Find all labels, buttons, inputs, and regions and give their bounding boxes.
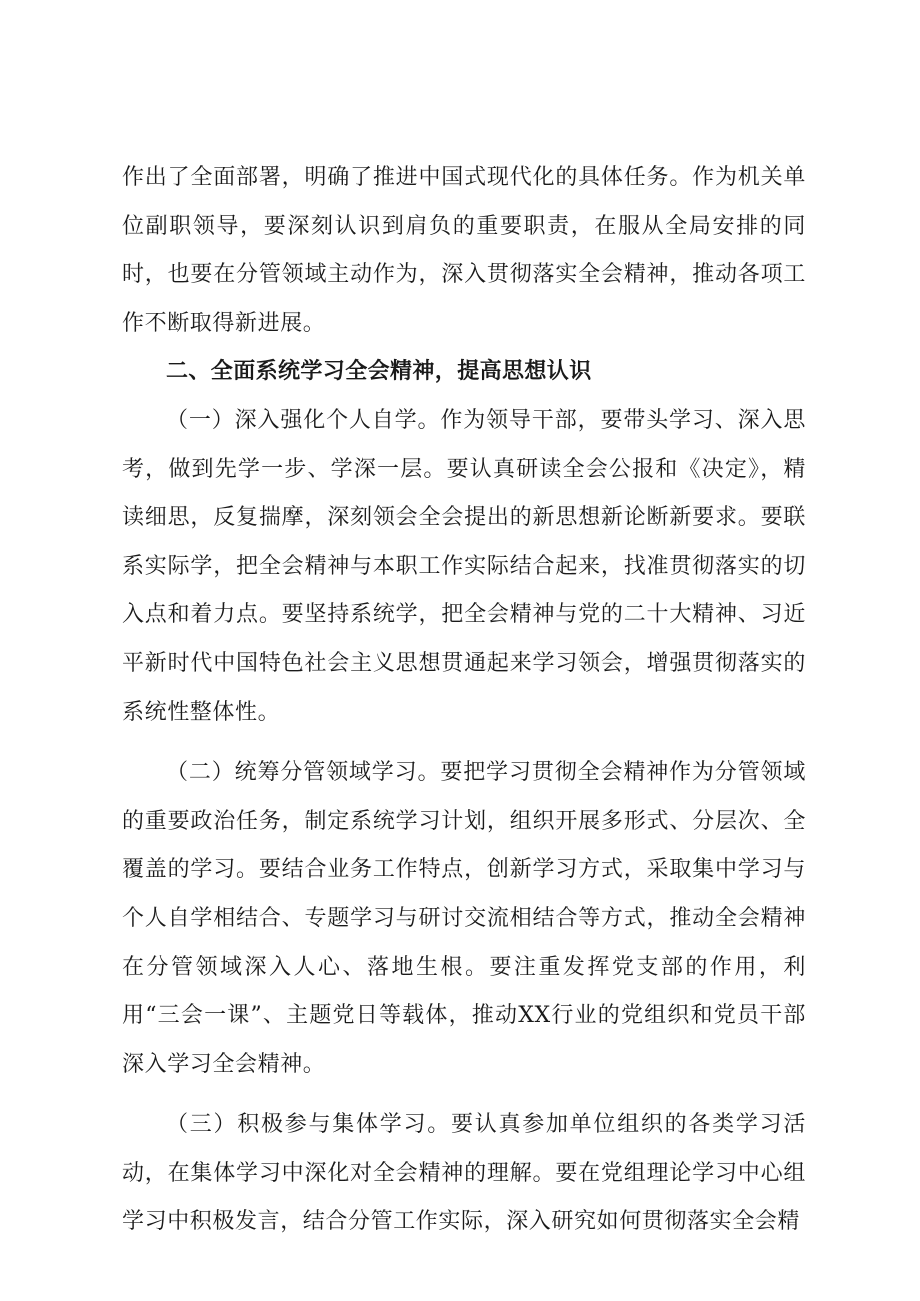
paragraph-personal-study: （一）深入强化个人自学。作为领导干部，要带头学习、深入思考，做到先学一步、学深一层。要认真研读全会公报和《决定》，精读细思，反复揣摩，深刻领会全会提出的新思想新论断新要求。要联系实际学，把全会精神与本职工作实际结合起来，找准贯彻落实的切入点和着力点。要坚持系统学，把全会精神与党的二十大精神、习近平新时代中国特色社会主义思想贯通起来学习领会，增强贯彻落实的系统性整体性。 [122, 407, 806, 725]
section-heading: 二、全面系统学习全会精神，提高思想认识 [166, 359, 592, 385]
paragraph-continuation: 作出了全面部署，明确了推进中国式现代化的具体任务。作为机关单位副职领导，要深刻认识到肩负的重要职责，在服从全局安排的同时，也要在分管领域主动作为，深入贯彻落实全会精神，推动各项工作不断取得新进展。 [122, 165, 806, 336]
document-body [122, 154, 806, 1247]
paragraph-collective-study: （三）积极参与集体学习。要认真参加单位组织的各类学习活动，在集体学习中深化对全会精神的理解。要在党组理论学习中心组学习中积极发言，结合分管工作实际，深入研究如何贯彻落实全会精 [122, 1112, 806, 1235]
paragraph-domain-study: （二）统筹分管领域学习。要把学习贯彻全会精神作为分管领域的重要政治任务，制定系统学习计划，组织开展多形式、分层次、全覆盖的学习。要结合业务工作特点，创新学习方式，采取集中学习与个人自学相结合、专题学习与研讨交流相结合等方式，推动全会精神在分管领域深入人心、落地生根。要注重发挥党支部的作用，利用“三会一课”、主题党日等载体，推动XX行业的党组织和党员干部深入学习全会精神。 [122, 760, 806, 1077]
